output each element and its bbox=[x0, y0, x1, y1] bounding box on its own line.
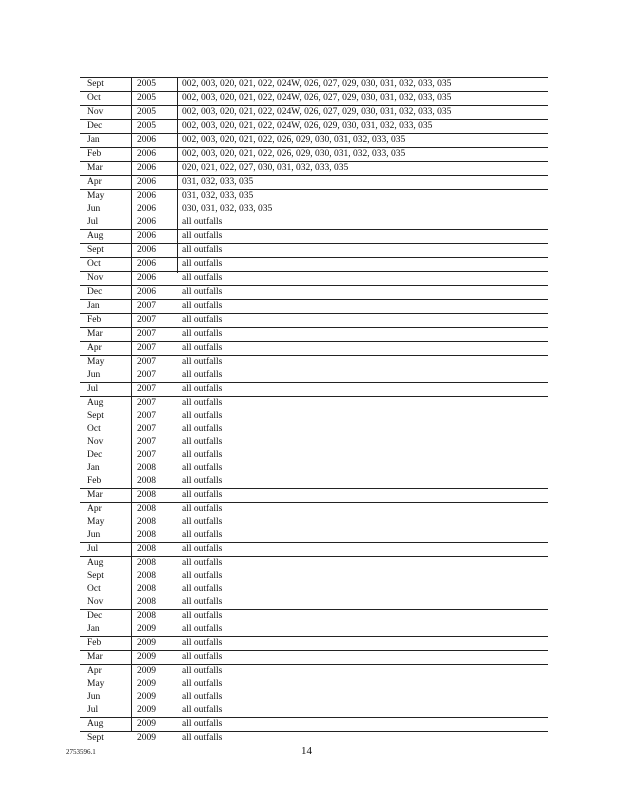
year-cell: 2009 bbox=[137, 679, 156, 689]
table-row bbox=[80, 623, 548, 637]
outfalls-cell: all outfalls bbox=[182, 301, 223, 311]
outfalls-cell: all outfalls bbox=[182, 450, 223, 460]
year-cell: 2008 bbox=[137, 504, 156, 514]
table-row bbox=[80, 529, 548, 543]
table-row bbox=[80, 258, 548, 272]
column-divider-year-outfalls bbox=[177, 78, 178, 273]
table-row bbox=[80, 272, 548, 286]
month-cell: Nov bbox=[87, 273, 104, 283]
year-cell: 2009 bbox=[137, 638, 156, 648]
year-cell: 2006 bbox=[137, 217, 156, 227]
table-row bbox=[80, 162, 548, 176]
table-row bbox=[80, 503, 548, 516]
year-cell: 2007 bbox=[137, 329, 156, 339]
year-cell: 2005 bbox=[137, 107, 156, 117]
month-cell: Oct bbox=[87, 584, 101, 594]
month-cell: Sept bbox=[87, 245, 104, 255]
outfalls-cell: all outfalls bbox=[182, 652, 223, 662]
month-cell: May bbox=[87, 679, 105, 689]
year-cell: 2008 bbox=[137, 490, 156, 500]
column-divider-month-year bbox=[131, 78, 132, 731]
month-cell: Aug bbox=[87, 231, 104, 241]
table-row bbox=[80, 665, 548, 678]
outfalls-cell: all outfalls bbox=[182, 530, 223, 540]
year-cell: 2009 bbox=[137, 692, 156, 702]
year-cell: 2005 bbox=[137, 93, 156, 103]
table-row bbox=[80, 436, 548, 449]
month-cell: Oct bbox=[87, 93, 101, 103]
table-row bbox=[80, 583, 548, 596]
outfalls-cell: all outfalls bbox=[182, 370, 223, 380]
page-number: 14 bbox=[301, 745, 312, 757]
month-cell: Aug bbox=[87, 558, 104, 568]
outfalls-cell: all outfalls bbox=[182, 517, 223, 527]
month-cell: Jun bbox=[87, 204, 101, 214]
outfalls-cell: all outfalls bbox=[182, 357, 223, 367]
year-cell: 2006 bbox=[137, 273, 156, 283]
outfalls-cell: 002, 003, 020, 021, 022, 026, 029, 030, 031, 032, 033, 035 bbox=[182, 135, 406, 145]
month-cell: May bbox=[87, 191, 105, 201]
year-cell: 2005 bbox=[137, 121, 156, 131]
outfalls-cell: 002, 003, 020, 021, 022, 024W, 026, 027, 029, 030, 031, 032, 033, 035 bbox=[182, 79, 452, 89]
year-cell: 2009 bbox=[137, 733, 156, 743]
month-cell: Nov bbox=[87, 107, 104, 117]
table-row bbox=[80, 134, 548, 148]
month-cell: Jul bbox=[87, 705, 99, 715]
table-row bbox=[80, 691, 548, 704]
month-cell: May bbox=[87, 357, 105, 367]
year-cell: 2007 bbox=[137, 315, 156, 325]
year-cell: 2007 bbox=[137, 424, 156, 434]
year-cell: 2006 bbox=[137, 191, 156, 201]
table-row bbox=[80, 570, 548, 583]
month-cell: Nov bbox=[87, 437, 104, 447]
year-cell: 2007 bbox=[137, 343, 156, 353]
year-cell: 2008 bbox=[137, 463, 156, 473]
year-cell: 2006 bbox=[137, 149, 156, 159]
year-cell: 2006 bbox=[137, 177, 156, 187]
outfalls-cell: all outfalls bbox=[182, 611, 223, 621]
month-cell: Aug bbox=[87, 398, 104, 408]
outfalls-cell: all outfalls bbox=[182, 231, 223, 241]
month-cell: Apr bbox=[87, 504, 102, 514]
year-cell: 2006 bbox=[137, 135, 156, 145]
table-row bbox=[80, 78, 548, 92]
table-row bbox=[80, 230, 548, 244]
table-row bbox=[80, 120, 548, 134]
month-cell: Feb bbox=[87, 315, 102, 325]
table-row bbox=[80, 369, 548, 383]
table-row bbox=[80, 190, 548, 203]
table-row bbox=[80, 300, 548, 314]
year-cell: 2009 bbox=[137, 624, 156, 634]
year-cell: 2006 bbox=[137, 204, 156, 214]
year-cell: 2007 bbox=[137, 437, 156, 447]
month-cell: Oct bbox=[87, 259, 101, 269]
outfalls-cell: 030, 031, 032, 033, 035 bbox=[182, 204, 273, 214]
outfalls-cell: all outfalls bbox=[182, 719, 223, 729]
month-cell: Mar bbox=[87, 652, 103, 662]
month-cell: Jun bbox=[87, 692, 101, 702]
document-id: 2753596.1 bbox=[66, 748, 96, 756]
month-cell: Mar bbox=[87, 163, 103, 173]
table-row bbox=[80, 596, 548, 610]
outfalls-cell: all outfalls bbox=[182, 584, 223, 594]
outfalls-cell: all outfalls bbox=[182, 638, 223, 648]
outfalls-cell: 002, 003, 020, 021, 022, 024W, 026, 027, 029, 030, 031, 032, 033, 035 bbox=[182, 107, 452, 117]
month-cell: Nov bbox=[87, 597, 104, 607]
year-cell: 2008 bbox=[137, 611, 156, 621]
outfalls-cell: 002, 003, 020, 021, 022, 024W, 026, 029, 030, 031, 032, 033, 035 bbox=[182, 121, 433, 131]
year-cell: 2007 bbox=[137, 450, 156, 460]
table-row bbox=[80, 449, 548, 462]
year-cell: 2008 bbox=[137, 530, 156, 540]
month-cell: Jan bbox=[87, 301, 100, 311]
month-cell: Jun bbox=[87, 370, 101, 380]
table-row bbox=[80, 718, 548, 732]
table-row bbox=[80, 244, 548, 258]
outfalls-cell: all outfalls bbox=[182, 692, 223, 702]
year-cell: 2009 bbox=[137, 652, 156, 662]
year-cell: 2008 bbox=[137, 558, 156, 568]
month-cell: Sept bbox=[87, 571, 104, 581]
table-row bbox=[80, 704, 548, 718]
outfalls-cell: all outfalls bbox=[182, 329, 223, 339]
table-row bbox=[80, 328, 548, 342]
month-cell: Mar bbox=[87, 490, 103, 500]
outfalls-cell: all outfalls bbox=[182, 287, 223, 297]
year-cell: 2007 bbox=[137, 398, 156, 408]
year-cell: 2009 bbox=[137, 705, 156, 715]
table-row bbox=[80, 203, 548, 216]
year-cell: 2009 bbox=[137, 666, 156, 676]
outfalls-cell: all outfalls bbox=[182, 504, 223, 514]
table-row bbox=[80, 92, 548, 106]
table-row bbox=[80, 651, 548, 665]
year-cell: 2007 bbox=[137, 301, 156, 311]
month-cell: Feb bbox=[87, 638, 102, 648]
outfalls-cell: all outfalls bbox=[182, 463, 223, 473]
outfalls-cell: all outfalls bbox=[182, 544, 223, 554]
table-row bbox=[80, 356, 548, 369]
table-row bbox=[80, 216, 548, 230]
year-cell: 2009 bbox=[137, 719, 156, 729]
outfalls-cell: all outfalls bbox=[182, 705, 223, 715]
year-cell: 2008 bbox=[137, 597, 156, 607]
table-row bbox=[80, 557, 548, 570]
month-cell: Aug bbox=[87, 719, 104, 729]
outfalls-cell: all outfalls bbox=[182, 315, 223, 325]
outfalls-cell: all outfalls bbox=[182, 437, 223, 447]
month-cell: Sept bbox=[87, 733, 104, 743]
outfalls-cell: 020, 021, 022, 027, 030, 031, 032, 033, 035 bbox=[182, 163, 349, 173]
month-cell: Dec bbox=[87, 450, 103, 460]
table-row bbox=[80, 410, 548, 423]
year-cell: 2007 bbox=[137, 357, 156, 367]
outfalls-cell: all outfalls bbox=[182, 217, 223, 227]
table-row bbox=[80, 462, 548, 475]
table-row bbox=[80, 637, 548, 651]
outfalls-cell: all outfalls bbox=[182, 679, 223, 689]
month-cell: Jan bbox=[87, 463, 100, 473]
month-cell: Feb bbox=[87, 476, 102, 486]
month-cell: Dec bbox=[87, 287, 103, 297]
month-cell: Sept bbox=[87, 411, 104, 421]
outfall-schedule-table bbox=[80, 78, 548, 745]
outfalls-cell: all outfalls bbox=[182, 558, 223, 568]
year-cell: 2006 bbox=[137, 259, 156, 269]
outfalls-cell: all outfalls bbox=[182, 597, 223, 607]
year-cell: 2008 bbox=[137, 544, 156, 554]
table-row bbox=[80, 678, 548, 691]
month-cell: Jul bbox=[87, 544, 99, 554]
table-row bbox=[80, 106, 548, 120]
outfalls-cell: all outfalls bbox=[182, 411, 223, 421]
month-cell: Apr bbox=[87, 177, 102, 187]
outfalls-cell: all outfalls bbox=[182, 476, 223, 486]
outfalls-cell: all outfalls bbox=[182, 259, 223, 269]
month-cell: Jan bbox=[87, 624, 100, 634]
table-row bbox=[80, 342, 548, 356]
month-cell: Mar bbox=[87, 329, 103, 339]
year-cell: 2007 bbox=[137, 370, 156, 380]
outfalls-cell: all outfalls bbox=[182, 398, 223, 408]
table-row bbox=[80, 286, 548, 300]
outfalls-cell: all outfalls bbox=[182, 343, 223, 353]
year-cell: 2008 bbox=[137, 584, 156, 594]
outfalls-cell: all outfalls bbox=[182, 490, 223, 500]
year-cell: 2007 bbox=[137, 411, 156, 421]
year-cell: 2006 bbox=[137, 245, 156, 255]
month-cell: Jun bbox=[87, 530, 101, 540]
table-row bbox=[80, 475, 548, 489]
table-row bbox=[80, 314, 548, 328]
outfalls-cell: 002, 003, 020, 021, 022, 026, 029, 030, 031, 032, 033, 035 bbox=[182, 149, 406, 159]
table-row bbox=[80, 397, 548, 410]
outfalls-cell: all outfalls bbox=[182, 666, 223, 676]
outfalls-cell: 031, 032, 033, 035 bbox=[182, 191, 254, 201]
month-cell: Apr bbox=[87, 666, 102, 676]
year-cell: 2006 bbox=[137, 287, 156, 297]
month-cell: Sept bbox=[87, 79, 104, 89]
month-cell: May bbox=[87, 517, 105, 527]
table-row bbox=[80, 732, 548, 745]
outfalls-cell: all outfalls bbox=[182, 733, 223, 743]
table-row bbox=[80, 543, 548, 557]
year-cell: 2008 bbox=[137, 517, 156, 527]
month-cell: Jan bbox=[87, 135, 100, 145]
outfalls-cell: all outfalls bbox=[182, 424, 223, 434]
outfalls-cell: 031, 032, 033, 035 bbox=[182, 177, 254, 187]
table-row bbox=[80, 423, 548, 436]
outfalls-cell: all outfalls bbox=[182, 384, 223, 394]
year-cell: 2007 bbox=[137, 384, 156, 394]
table-row bbox=[80, 383, 548, 397]
outfalls-cell: all outfalls bbox=[182, 245, 223, 255]
table-row bbox=[80, 176, 548, 190]
month-cell: Feb bbox=[87, 149, 102, 159]
year-cell: 2006 bbox=[137, 163, 156, 173]
outfalls-cell: all outfalls bbox=[182, 571, 223, 581]
month-cell: Jul bbox=[87, 217, 99, 227]
year-cell: 2008 bbox=[137, 476, 156, 486]
year-cell: 2008 bbox=[137, 571, 156, 581]
table-row bbox=[80, 148, 548, 162]
month-cell: Oct bbox=[87, 424, 101, 434]
month-cell: Dec bbox=[87, 611, 103, 621]
outfalls-cell: all outfalls bbox=[182, 273, 223, 283]
month-cell: Dec bbox=[87, 121, 103, 131]
outfalls-cell: 002, 003, 020, 021, 022, 024W, 026, 027, 029, 030, 031, 032, 033, 035 bbox=[182, 93, 452, 103]
month-cell: Apr bbox=[87, 343, 102, 353]
year-cell: 2005 bbox=[137, 79, 156, 89]
outfalls-cell: all outfalls bbox=[182, 624, 223, 634]
table-row bbox=[80, 610, 548, 623]
table-row bbox=[80, 516, 548, 529]
table-row bbox=[80, 489, 548, 503]
year-cell: 2006 bbox=[137, 231, 156, 241]
month-cell: Jul bbox=[87, 384, 99, 394]
